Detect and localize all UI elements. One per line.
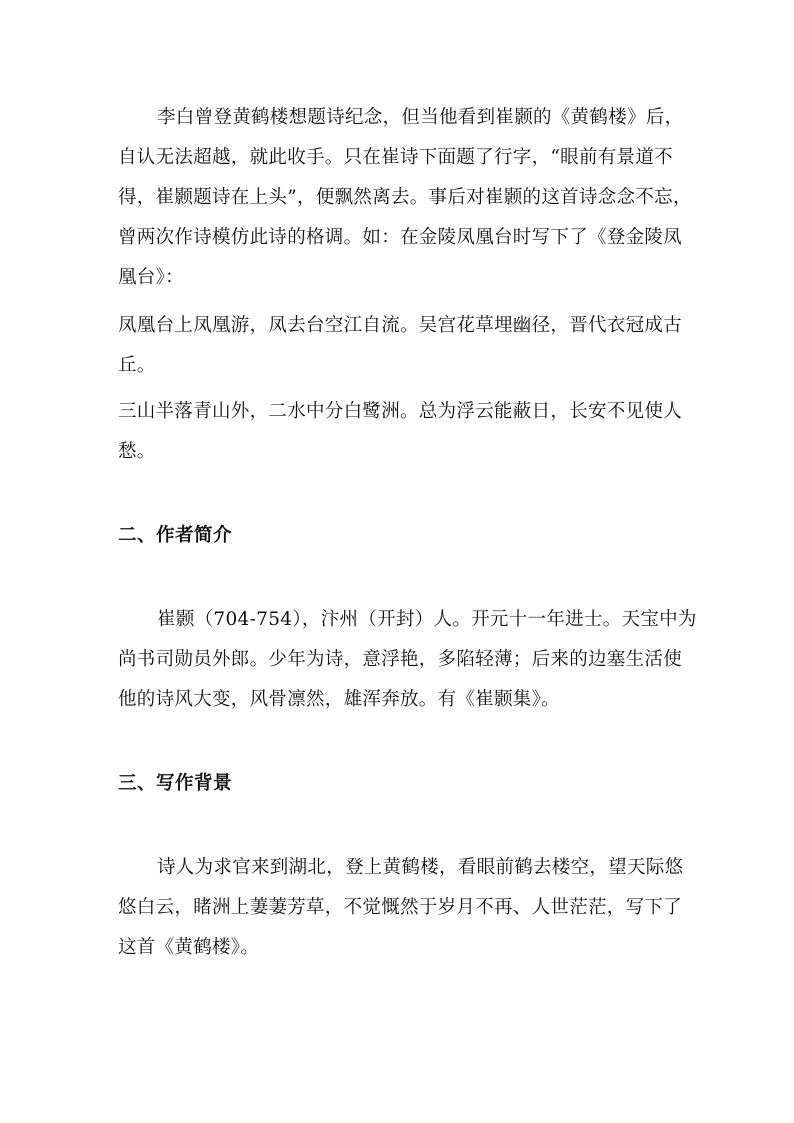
poem-line: 丘。 bbox=[118, 355, 156, 376]
paragraph-line: 自认无法超越，就此收手。只在崔诗下面题了行字，“眼前有景道不 bbox=[118, 147, 673, 168]
paragraph-line: 尚书司勋员外郎。少年为诗，意浮艳，多陷轻薄；后来的边塞生活使 bbox=[118, 649, 683, 670]
paragraph-line: 他的诗风大变，风骨凛然，雄浑奔放。有《崔颢集》。 bbox=[118, 689, 560, 710]
section-heading-background: 三、写作背景 bbox=[118, 773, 233, 794]
paragraph-line: 凰台》： bbox=[118, 267, 184, 288]
poem-line: 三山半落青山外，二水中分白鹭洲。总为浮云能蔽日，长安不见使人 bbox=[118, 401, 683, 422]
paragraph-line: 这首《黄鹤楼》。 bbox=[118, 937, 260, 958]
paragraph-line: 李白曾登黄鹤楼想题诗纪念，但当他看到崔颢的《黄鹤楼》后， bbox=[157, 107, 684, 128]
paragraph-line: 诗人为求官来到湖北，登上黄鹤楼，看眼前鹤去楼空，望天际悠 bbox=[157, 857, 684, 878]
paragraph-line: 崔颢（704-754），汴州（开封）人。开元十一年进士。天宝中为 bbox=[157, 609, 697, 630]
section-heading-author: 二、作者简介 bbox=[118, 525, 233, 546]
paragraph-line: 曾两次作诗模仿此诗的格调。如：在金陵凤凰台时写下了《登金陵凤 bbox=[118, 227, 683, 248]
paragraph-line: 悠白云，睹洲上萋萋芳草，不觉慨然于岁月不再、人世茫茫，写下了 bbox=[118, 897, 683, 918]
poem-line: 愁。 bbox=[118, 441, 156, 462]
paragraph-line: 得，崔颢题诗在上头”，便飘然离去。事后对崔颢的这首诗念念不忘， bbox=[118, 187, 692, 208]
poem-line: 凤凰台上凤凰游，凤去台空江自流。吴宫花草埋幽径，晋代衣冠成古 bbox=[118, 315, 683, 336]
